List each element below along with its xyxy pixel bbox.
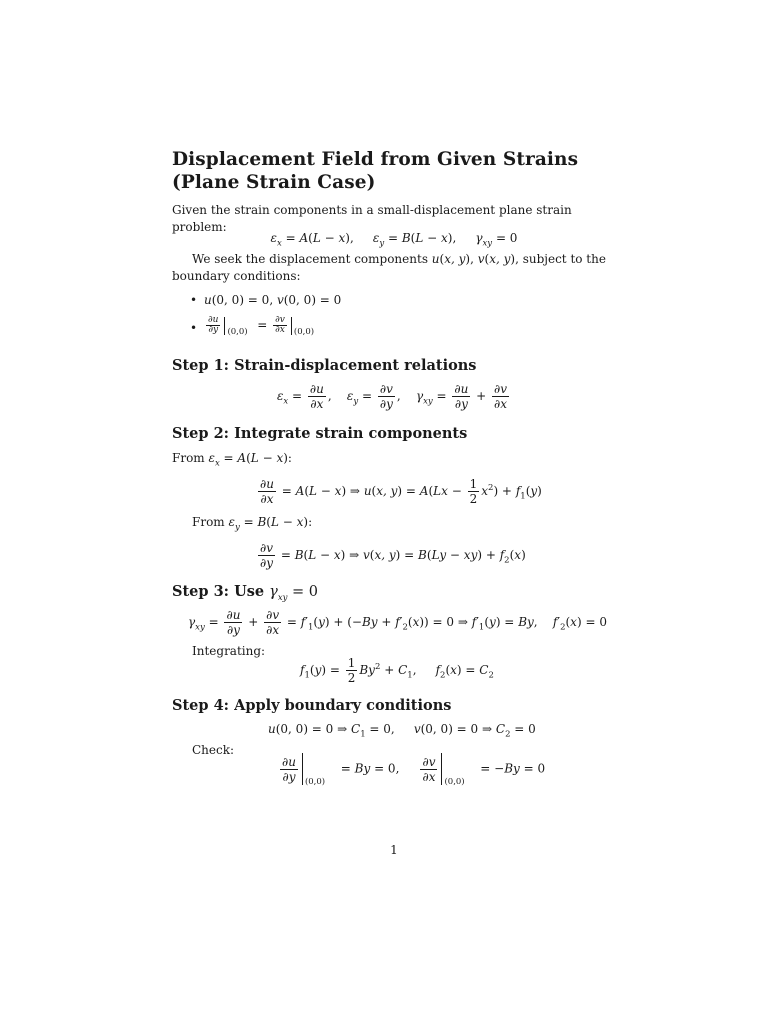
- step-4-heading: Step 4: Apply boundary conditions: [172, 697, 452, 714]
- intro-paragraph: Given the strain components in a small-displacement plane strain problem:: [172, 203, 572, 234]
- page-number: 1: [390, 843, 398, 857]
- document-title: Displacement Field from Given Strains (Plane Strain Case): [172, 149, 579, 193]
- bullet-2-marker: •: [190, 321, 198, 335]
- integrating-label: Integrating:: [192, 644, 266, 658]
- f-functions-equation: $f_1(y)$ = $\frac{1}{2}$ $By^2 + C_1$, $f_2(x) = C_2$: [300, 656, 494, 685]
- u-integration-equation: $\frac{\partial u}{\partial x}$ = A(L − x) ⇒ u(x, y) = A(Lx − $\frac{1}{2}$ $x^2) + f_1(y)$: [260, 477, 542, 506]
- step-3-heading: Step 3: Use $\gamma_{xy} = 0$: [172, 583, 319, 603]
- seek-paragraph: We seek the displacement components u(x, y), v(x, y), subject to the boundary conditions:: [172, 252, 606, 283]
- check-label: Check:: [192, 743, 235, 757]
- bc-displacement-item: u(0, 0) = 0, v(0, 0) = 0: [204, 293, 342, 307]
- boundary-constants-equation: u(0, 0) = 0 ⇒ $C_1 = 0$, v(0, 0) = 0 ⇒ $C_2 = 0$: [268, 722, 536, 740]
- bc-rotation-item: $\frac{\partial u}{\partial y}$ (0,0) = $\frac{\partial v}{\partial x}$ (0,0): [204, 316, 320, 335]
- check-equation: $\frac{\partial u}{\partial y}$ (0,0) = By = 0, $\frac{\partial v}{\partial x}$ (0,0) = −By = 0: [282, 754, 546, 787]
- from-epsilon-y-line: From $\varepsilon_y = B(L - x)$:: [192, 515, 313, 533]
- strain-displacement-equation: $\varepsilon_x$ = $\frac{\partial u}{\partial x}$ , $\varepsilon_y$ = $\frac{\partial v}{\partial y}$ , $\gamma_{xy}$ = $\frac{\partial u}{\partial y}$ + $\frac{\partial v}{\partial x}$: [276, 382, 508, 411]
- step-2-heading: Step 2: Integrate strain components: [172, 425, 468, 442]
- from-epsilon-x-line: From $\varepsilon_x = A(L - x)$:: [172, 451, 292, 469]
- document-page: [172, 0, 616, 1024]
- bullet-1-marker: •: [190, 293, 198, 307]
- step-1-heading: Step 1: Strain-displacement relations: [172, 357, 477, 374]
- v-integration-equation: $\frac{\partial v}{\partial y}$ = B(L − x) ⇒ v(x, $y) = B(Ly - xy) + f_2(x)$: [260, 541, 526, 570]
- given-strains-equation: $\varepsilon_x = A(L - x)$, $\varepsilon_y = B(L - x)$, $\gamma_{xy} = 0$: [270, 231, 518, 249]
- shear-strain-equation: $\gamma_{xy}$ = $\frac{\partial u}{\partial y}$ + $\frac{\partial v}{\partial x}$ = $f'_1(y) + (-By + f'_2(x)) = 0$ ⇒ $f'_1(y) = By$, $f'_2(x) = 0$: [188, 608, 607, 637]
